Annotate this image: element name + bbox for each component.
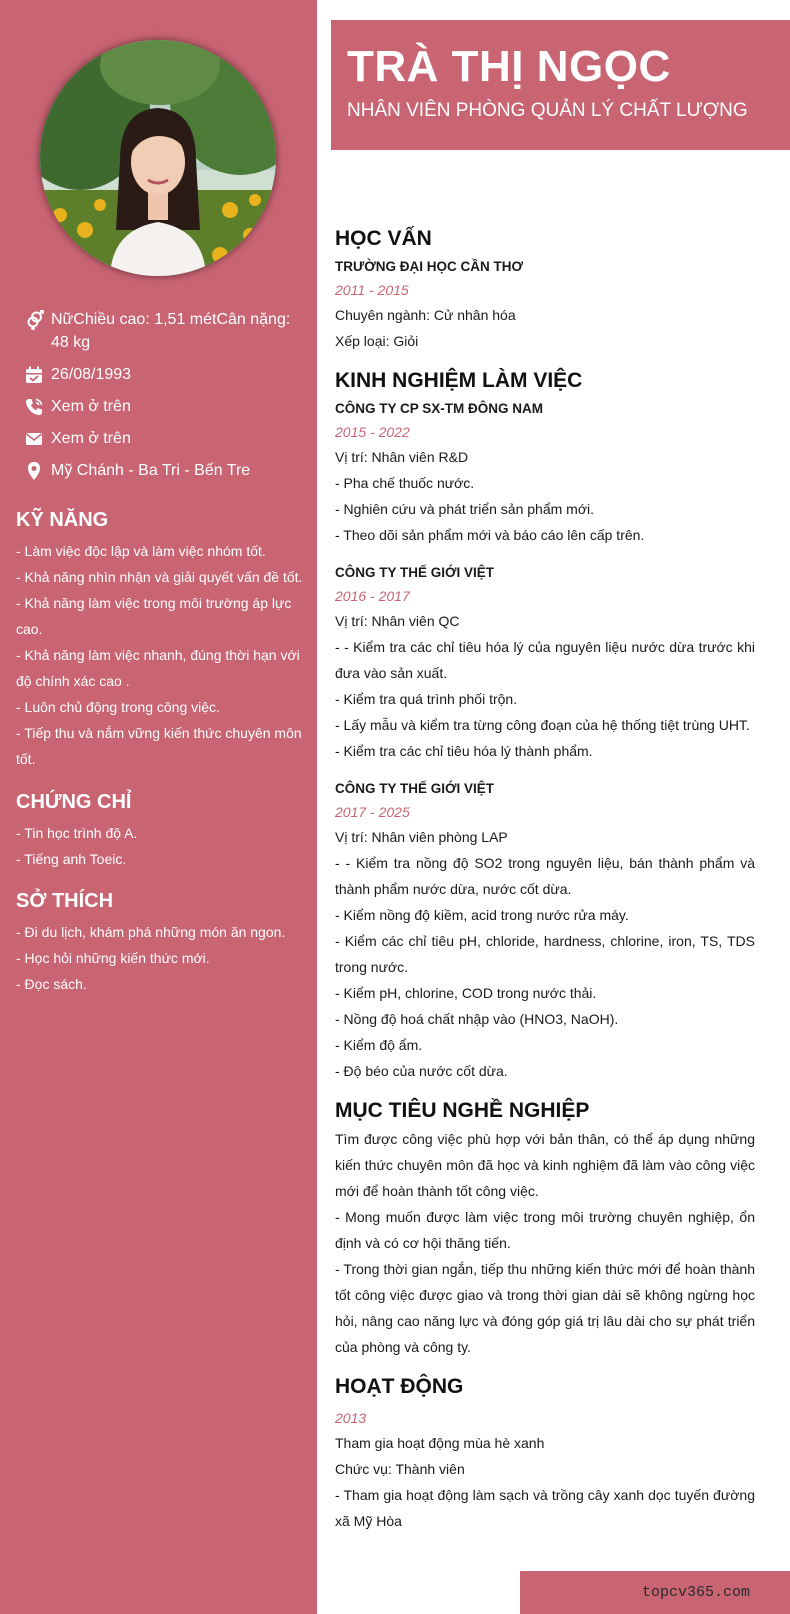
certificate-item: - Tiếng anh Toeic. (16, 851, 127, 867)
phone-text: Xem ở trên (51, 398, 131, 415)
skills-title: KỸ NĂNG (16, 509, 109, 531)
education-title: HỌC VẤN (335, 227, 432, 250)
profile-photo (40, 40, 276, 276)
name-header (331, 20, 790, 150)
contact-gender (24, 308, 294, 354)
contact-email (24, 427, 294, 450)
job-line: - Nồng độ hoá chất nhập vào (HNO3, NaOH). (335, 1011, 619, 1027)
job-date: 2016 - 2017 (335, 588, 410, 604)
footer-bar (520, 1571, 790, 1614)
job-line: - - Kiểm tra nồng độ SO2 trong nguyên liệu, bán thành phẩm và thành phẩm nước dừa, nước cốt dừa. (335, 855, 755, 897)
contact-birthday (24, 363, 294, 386)
job-line: - Kiểm các chỉ tiêu pH, chloride, hardness, chlorine, iron, TS, TDS trong nước. (335, 933, 755, 975)
job-line: Vị trí: Nhân viên phòng LAP (335, 829, 508, 845)
education-line: Chuyên ngành: Cử nhân hóa (335, 307, 516, 323)
company-name: CÔNG TY CP SX-TM ĐÔNG NAM (335, 401, 544, 416)
job-title: NHÂN VIÊN PHÒNG QUẢN LÝ CHẤT LƯỢNG (347, 100, 748, 121)
job-line: - Độ béo của nước cốt dừa. (335, 1063, 508, 1079)
objective-line: - Mong muốn được làm việc trong môi trường chuyên nghiệp, ổn định và có cơ hội thăng tiến. (335, 1209, 755, 1251)
contact-address (24, 459, 294, 482)
birthday-text: 26/08/1993 (51, 366, 132, 383)
job-entry (335, 398, 755, 548)
hobby-item: - Học hỏi những kiến thức mới. (16, 950, 210, 966)
certificate-item: - Tin học trình độ A. (16, 825, 138, 841)
candidate-name: TRÀ THỊ NGỌC (347, 42, 671, 91)
activity-line: Chức vụ: Thành viên (335, 1461, 465, 1477)
education-date: 2011 - 2015 (335, 282, 409, 298)
certificates-section (16, 788, 306, 872)
skill-item: - Khả năng nhìn nhận và giải quyết vấn đề tốt. (16, 569, 303, 585)
job-line: - - Kiểm tra các chỉ tiêu hóa lý của nguyên liệu nước dừa trước khi đưa vào sản xuất. (335, 639, 755, 681)
experience-title: KINH NGHIỆM LÀM VIỆC (335, 369, 583, 392)
job-entry (335, 562, 755, 764)
company-name: CÔNG TY THẾ GIỚI VIỆT (335, 781, 495, 796)
watermark-text: topcv365.com (641, 1584, 750, 1601)
objective-line: - Trong thời gian ngắn, tiếp thu những kiến thức mới để hoàn thành tốt công việc được giao và trong thời gian dài sẽ không ngừng học hỏi, nâng cao năng lực và đóng góp giá trị lâu dài cho sự phát triển của phòng và công ty. (335, 1261, 755, 1355)
school-name: TRƯỜNG ĐẠI HỌC CẦN THƠ (335, 259, 523, 274)
activity-line: Tham gia hoạt động mùa hè xanh (335, 1435, 545, 1451)
location-pin-icon (24, 461, 44, 481)
hobby-item: - Đi du lịch, khám phá những món ăn ngon. (16, 924, 286, 940)
job-line: - Theo dõi sản phẩm mới và báo cáo lên cấp trên. (335, 527, 645, 543)
activities-section (335, 1372, 755, 1534)
calendar-icon (24, 365, 44, 385)
job-line: Vị trí: Nhân viên R&D (335, 449, 469, 465)
address-text: Mỹ Chánh - Ba Tri - Bến Tre (51, 462, 251, 479)
objective-title: MỤC TIÊU NGHỀ NGHIỆP (335, 1099, 590, 1122)
certificates-title: CHỨNG CHỈ (16, 791, 132, 813)
job-line: - Pha chế thuốc nước. (335, 475, 475, 491)
activity-line: - Tham gia hoạt động làm sạch và trồng cây xanh dọc tuyến đường xã Mỹ Hòa (335, 1487, 755, 1529)
activity-date: 2013 (335, 1410, 367, 1426)
objective-section (335, 1096, 755, 1360)
education-section (335, 224, 755, 354)
main-content (335, 224, 755, 1534)
company-name: CÔNG TY THẾ GIỚI VIỆT (335, 565, 495, 580)
contact-phone (24, 395, 294, 418)
hobbies-title: SỞ THÍCH (16, 890, 114, 912)
job-date: 2017 - 2025 (335, 804, 410, 820)
job-line: - Lấy mẫu và kiểm tra từng công đoạn của hệ thống tiệt trùng UHT. (335, 717, 750, 733)
job-line: Vị trí: Nhân viên QC (335, 613, 460, 629)
skills-section (16, 506, 306, 772)
job-date: 2015 - 2022 (335, 424, 410, 440)
gender-icon (24, 310, 44, 330)
job-entry (335, 778, 755, 1084)
objective-line: Tìm được công việc phù hợp với bản thân, có thể áp dụng những kiến thức chuyên môn đã học và kinh nghiệm đã làm vào công việc mới để hoàn thành tốt công việc. (335, 1131, 755, 1199)
contact-list (24, 308, 294, 491)
activities-title: HOẠT ĐỘNG (335, 1375, 464, 1398)
email-text: Xem ở trên (51, 430, 131, 447)
hobby-item: - Đọc sách. (16, 976, 87, 992)
job-line: - Nghiên cứu và phát triển sản phẩm mới. (335, 501, 595, 517)
skill-item: - Khả năng làm việc nhanh, đúng thời hạn với độ chính xác cao . (16, 647, 300, 689)
skill-item: - Luôn chủ động trong công việc. (16, 699, 220, 715)
education-line: Xếp loại: Giỏi (335, 333, 419, 349)
job-line: - Kiểm nồng độ kiềm, acid trong nước rửa máy. (335, 907, 629, 923)
phone-icon (24, 397, 44, 417)
sidebar (0, 0, 317, 1614)
skill-item: - Tiếp thu và nắm vững kiến thức chuyên môn tốt. (16, 725, 302, 767)
job-line: - Kiểm pH, chlorine, COD trong nước thải. (335, 985, 597, 1001)
envelope-icon (24, 429, 44, 449)
job-line: - Kiểm tra quá trình phối trộn. (335, 691, 518, 707)
job-line: - Kiểm tra các chỉ tiêu hóa lý thành phẩm. (335, 743, 593, 759)
hobbies-section (16, 887, 306, 997)
job-line: - Kiểm độ ẩm. (335, 1037, 423, 1053)
experience-section (335, 366, 755, 1084)
gender-text: NữChiều cao: 1,51 métCân nặng: 48 kg (51, 311, 291, 351)
skill-item: - Khả năng làm việc trong môi trường áp lực cao. (16, 595, 292, 637)
skill-item: - Làm việc độc lập và làm việc nhóm tốt. (16, 543, 266, 559)
